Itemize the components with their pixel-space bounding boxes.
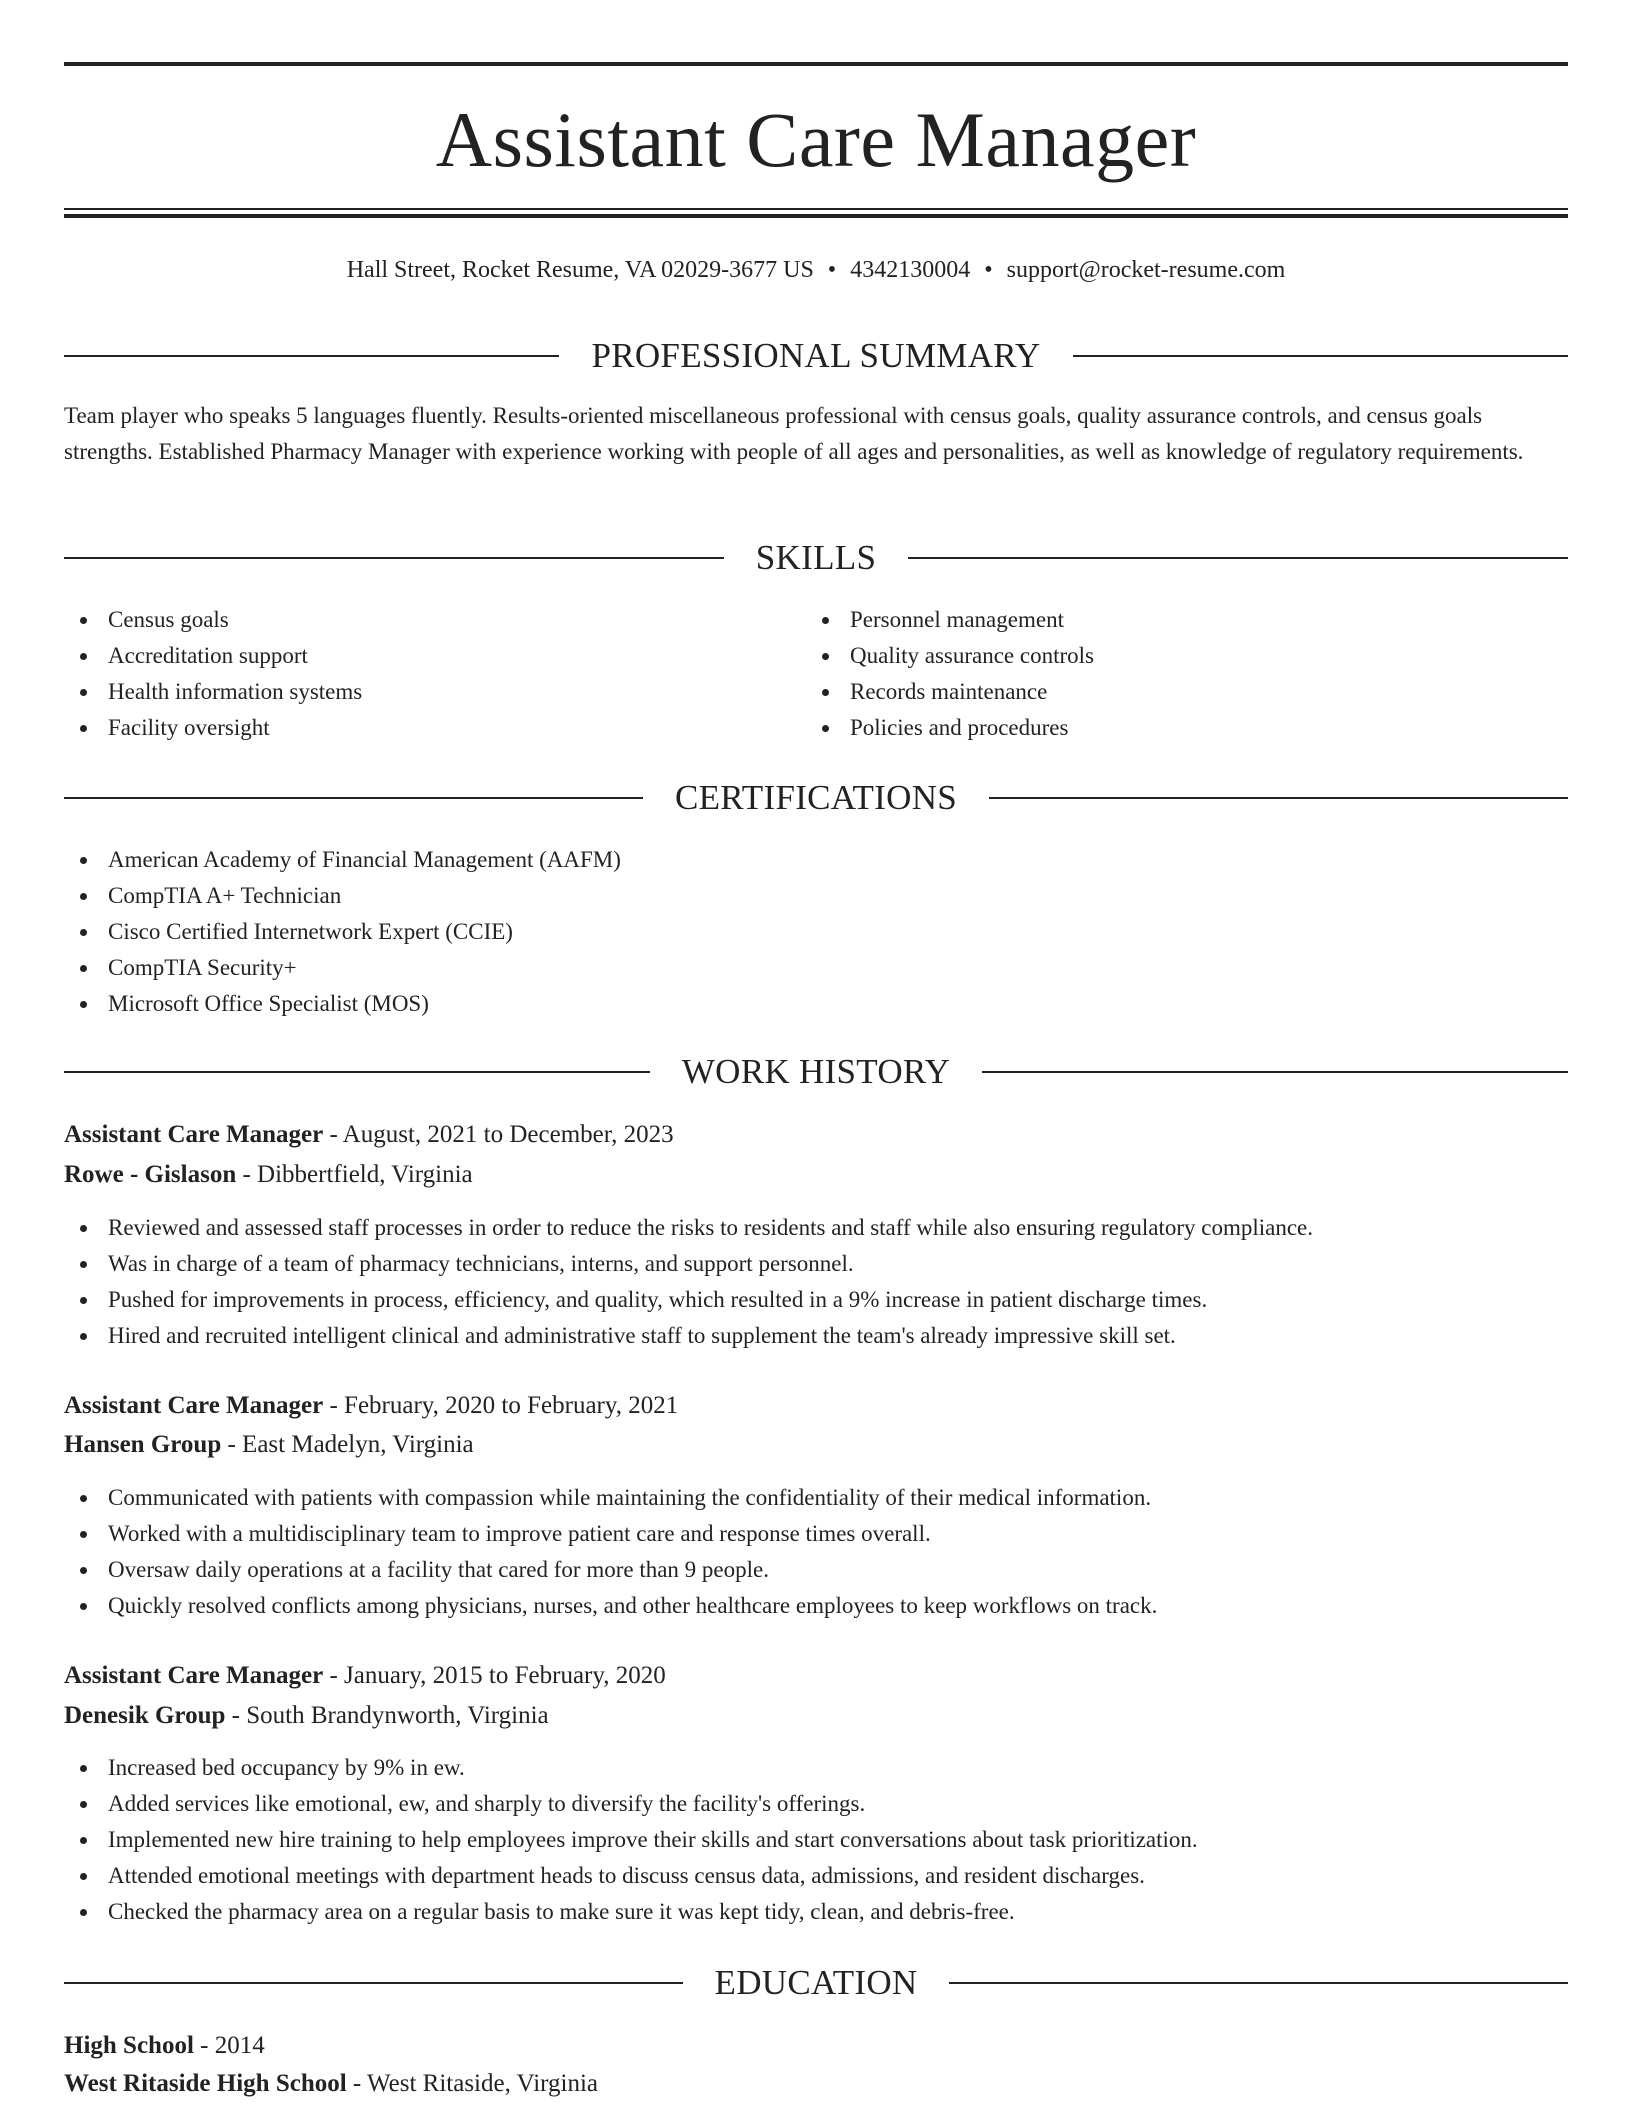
- section-header-certifications: [64, 776, 1568, 820]
- candidate-name: Assistant Care Manager: [435, 96, 1197, 183]
- job-location: - East Madelyn, Virginia: [221, 1431, 474, 1458]
- section-title-certifications: CERTIFICATIONS: [674, 778, 958, 817]
- section-header-summary: [64, 334, 1568, 378]
- job-bullets: [64, 1210, 1313, 1354]
- certifications-list: [64, 842, 621, 1022]
- job-bullet: Oversaw daily operations at a facility that cared for more than 9 people.: [64, 1552, 1157, 1588]
- section-rule-left: [64, 557, 724, 559]
- job-bullets: [64, 1750, 1198, 1930]
- job-bullet: Hired and recruited intelligent clinical and administrative staff to supplement the team's already impressive skill set.: [64, 1318, 1313, 1354]
- certification-item: American Academy of Financial Management (AAFM): [64, 842, 621, 878]
- section-rule-left: [64, 1071, 650, 1073]
- job-dates: - February, 2020 to February, 2021: [323, 1392, 679, 1419]
- section-title-education: EDUCATION: [714, 1963, 918, 2002]
- certification-item: CompTIA A+ Technician: [64, 878, 621, 914]
- skill-item: Records maintenance: [806, 674, 1094, 710]
- job-bullet: Worked with a multidisciplinary team to improve patient care and response times overall.: [64, 1516, 1157, 1552]
- skill-item: Accreditation support: [64, 638, 362, 674]
- skill-item: Health information systems: [64, 674, 362, 710]
- skills-list-left: [64, 602, 362, 746]
- job-company-line: [64, 1697, 549, 1735]
- job-role: Assistant Care Manager: [64, 1662, 324, 1689]
- job-role: Assistant Care Manager: [64, 1121, 324, 1148]
- summary-text: Team player who speaks 5 languages fluently. Results-oriented miscellaneous professional with census goals, quality assurance controls, and census goals strengths. Established Pharmacy Manager with experience working with people of all ages and personalities, as well as knowledge of regulatory requirements.: [64, 403, 1524, 464]
- education-degree-line: [64, 2027, 265, 2065]
- job-company: Hansen Group: [64, 1431, 222, 1458]
- job-bullet: Was in charge of a team of pharmacy technicians, interns, and support personnel.: [64, 1246, 1313, 1282]
- header-rule-lower: [64, 214, 1568, 218]
- section-rule-right: [949, 1982, 1568, 1984]
- education-school-line: [64, 2065, 598, 2103]
- section-rule-left: [64, 797, 643, 799]
- skill-item: Facility oversight: [64, 710, 362, 746]
- job-role: Assistant Care Manager: [64, 1392, 324, 1419]
- section-title-summary: PROFESSIONAL SUMMARY: [591, 336, 1041, 375]
- section-title-work-history: WORK HISTORY: [681, 1052, 951, 1091]
- skill-item: Policies and procedures: [806, 710, 1094, 746]
- header-top-rule: [64, 62, 1568, 66]
- education-year: - 2014: [193, 2032, 265, 2059]
- section-rule-right: [989, 797, 1568, 799]
- section-header-education: [64, 1961, 1568, 2005]
- job-bullet: Attended emotional meetings with department heads to discuss census data, admissions, and resident discharges.: [64, 1858, 1198, 1894]
- job-bullet: Pushed for improvements in process, efficiency, and quality, which resulted in a 9% increase in patient discharge times.: [64, 1282, 1313, 1318]
- job-title-line: [64, 1116, 674, 1154]
- section-title-skills: SKILLS: [755, 538, 877, 577]
- skill-item: Quality assurance controls: [806, 638, 1094, 674]
- job-dates: - January, 2015 to February, 2020: [323, 1662, 666, 1689]
- job-location: - Dibbertfield, Virginia: [236, 1161, 473, 1188]
- job-location: - South Brandynworth, Virginia: [225, 1702, 549, 1729]
- header-rule-upper: [64, 208, 1568, 210]
- education-school: West Ritaside High School: [64, 2070, 347, 2097]
- education-degree: High School: [64, 2032, 194, 2059]
- contact-phone: 4342130004: [850, 257, 971, 283]
- section-header-skills: [64, 536, 1568, 580]
- contact-info: [64, 252, 1568, 288]
- job-bullet: Quickly resolved conflicts among physicians, nurses, and other healthcare employees to keep workflows on track.: [64, 1588, 1157, 1624]
- contact-address: Hall Street, Rocket Resume, VA 02029-3677 US: [346, 257, 814, 283]
- section-header-work-history: [64, 1050, 1568, 1094]
- certification-item: Cisco Certified Internetwork Expert (CCIE): [64, 914, 621, 950]
- job-company: Denesik Group: [64, 1702, 226, 1729]
- job-bullet: Communicated with patients with compassion while maintaining the confidentiality of their medical information.: [64, 1480, 1157, 1516]
- job-title-line: [64, 1657, 666, 1695]
- skill-item: Personnel management: [806, 602, 1094, 638]
- contact-email: support@rocket-resume.com: [1006, 257, 1286, 283]
- contact-separator: •: [984, 257, 993, 283]
- contact-separator: •: [827, 257, 837, 283]
- skill-item: Census goals: [64, 602, 362, 638]
- section-rule-right: [908, 557, 1568, 559]
- education-location: - West Ritaside, Virginia: [346, 2070, 599, 2097]
- certification-item: CompTIA Security+: [64, 950, 621, 986]
- job-bullet: Increased bed occupancy by 9% in ew.: [64, 1750, 1198, 1786]
- job-bullet: Implemented new hire training to help employees improve their skills and start conversations about task prioritization.: [64, 1822, 1198, 1858]
- job-company-line: [64, 1156, 473, 1194]
- job-dates: - August, 2021 to December, 2023: [323, 1121, 674, 1148]
- skills-list-right: [806, 602, 1094, 746]
- section-rule-right: [1073, 355, 1568, 357]
- certification-item: Microsoft Office Specialist (MOS): [64, 986, 621, 1022]
- job-company: Rowe - Gislason: [64, 1161, 237, 1188]
- section-rule-left: [64, 355, 559, 357]
- job-title-line: [64, 1387, 678, 1425]
- section-rule-right: [982, 1071, 1568, 1073]
- job-bullet: Checked the pharmacy area on a regular basis to make sure it was kept tidy, clean, and debris-free.: [64, 1894, 1198, 1930]
- job-company-line: [64, 1426, 474, 1464]
- section-rule-left: [64, 1982, 683, 1984]
- job-bullet: Added services like emotional, ew, and sharply to diversify the facility's offerings.: [64, 1786, 1198, 1822]
- job-bullet: Reviewed and assessed staff processes in order to reduce the risks to residents and staff while also ensuring regulatory compliance.: [64, 1210, 1313, 1246]
- job-bullets: [64, 1480, 1157, 1624]
